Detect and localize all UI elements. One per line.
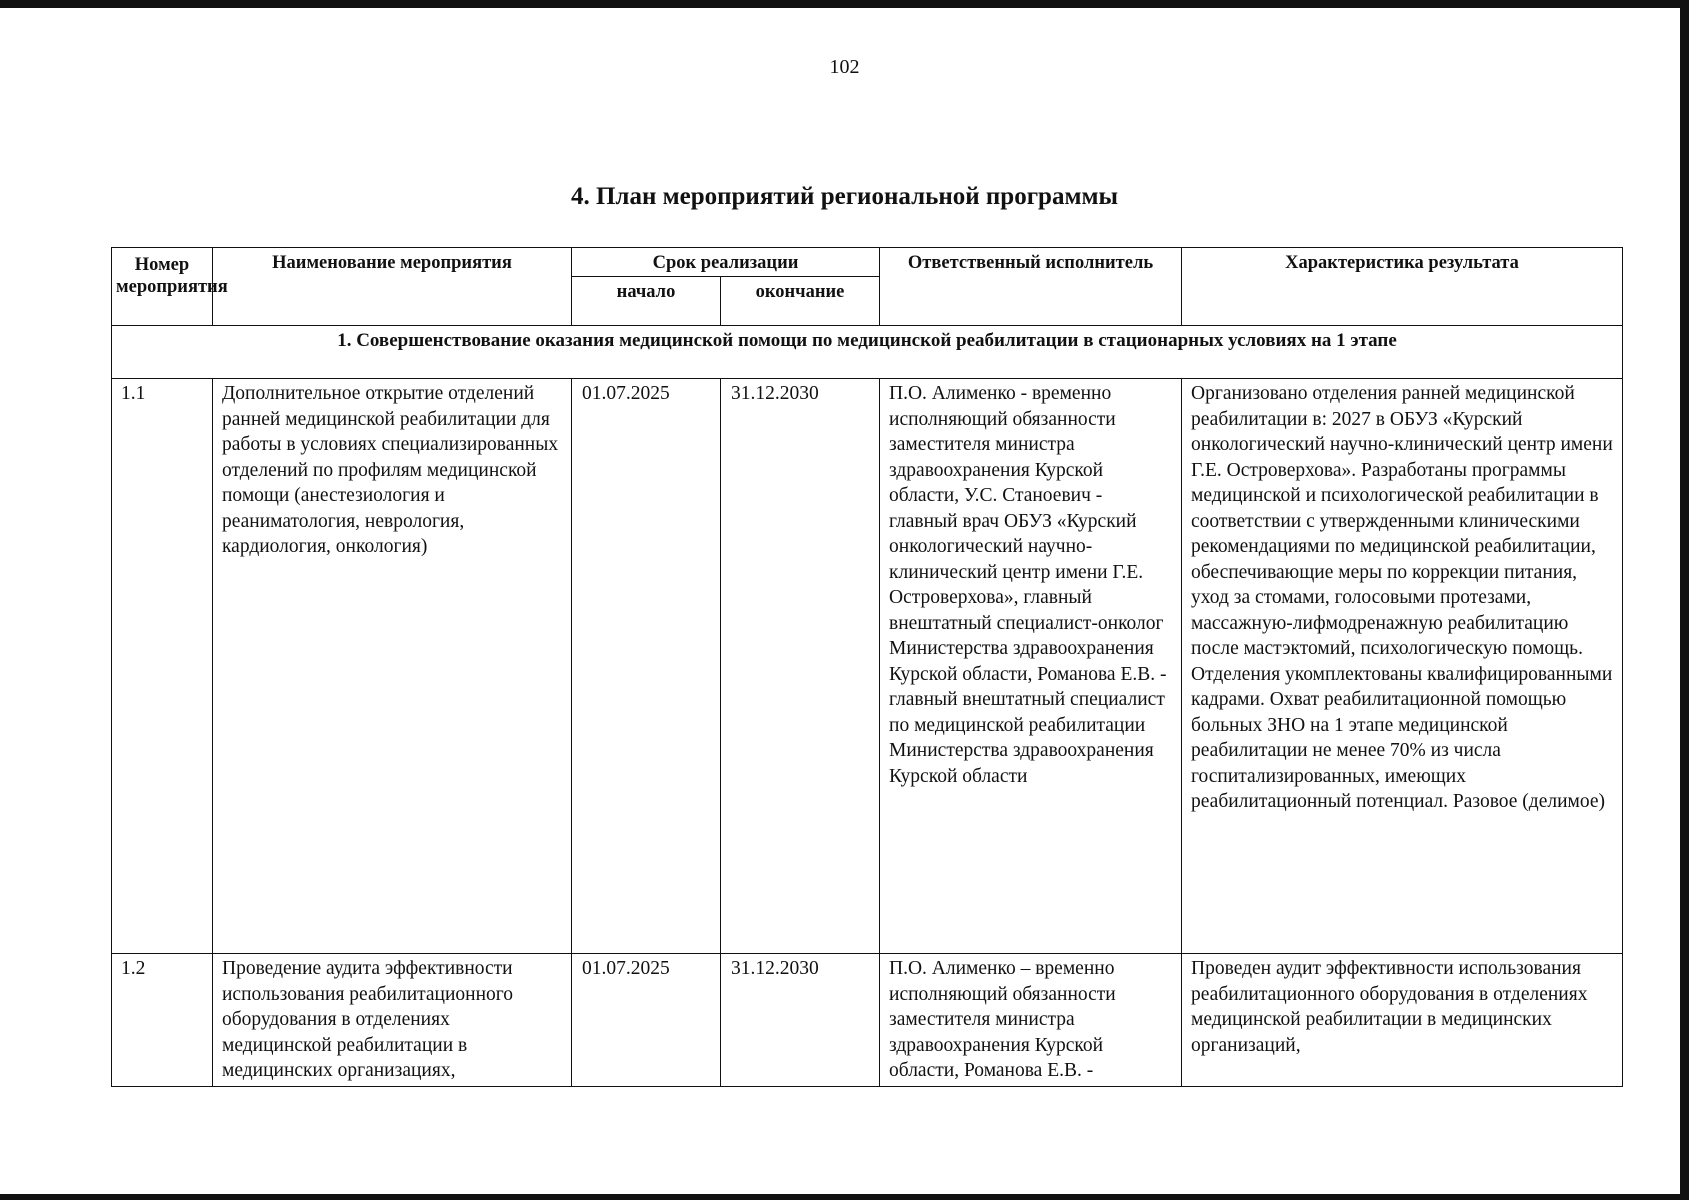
activities-plan-table xyxy=(111,247,1623,1087)
cell-responsible: П.О. Алименко - временно исполняющий обязанности заместителя министра здравоохранения Курской области, У.С. Станоевич - главный врач ОБУЗ «Курский онкологический научно-клинический центр имени Г.Е. Островерхова», главный внештатный специалист-онколог Министерства здравоохранения Курской области, Романова Е.В. - главный внештатный специалист по медицинской реабилитации Министерства здравоохранения Курской области xyxy=(880,379,1182,954)
cell-start: 01.07.2025 xyxy=(572,379,721,954)
header-end: окончание xyxy=(721,277,880,326)
section-title: 1. Совершенствование оказания медицинской помощи по медицинской реабилитации в стационарных условиях на 1 этапе xyxy=(112,326,1623,379)
header-name: Наименование мероприятия xyxy=(213,248,572,326)
header-period: Срок реализации xyxy=(572,248,880,277)
cell-result: Проведен аудит эффективности использования реабилитационного оборудования в отделениях медицинской реабилитации в медицинских организаций, xyxy=(1182,954,1623,1087)
page-title: 4. План мероприятий региональной программы xyxy=(570,183,1119,210)
cell-number: 1.1 xyxy=(112,379,213,954)
table-row xyxy=(112,954,1623,1087)
section-row xyxy=(112,326,1623,379)
scan-border-right xyxy=(1680,0,1689,1200)
header-start: начало xyxy=(572,277,721,326)
cell-name: Проведение аудита эффективности использования реабилитационного оборудования в отделениях медицинской реабилитации в медицинских организациях, xyxy=(213,954,572,1087)
table-header-row xyxy=(112,248,1623,277)
page-number: 102 xyxy=(829,56,860,78)
header-result: Характеристика результата xyxy=(1182,248,1623,326)
header-number: Номер мероприятия xyxy=(112,248,213,326)
table-row xyxy=(112,379,1623,954)
cell-end: 31.12.2030 xyxy=(721,954,880,1087)
scan-border-top xyxy=(0,0,1689,8)
cell-name: Дополнительное открытие отделений ранней медицинской реабилитации для работы в условиях специализированных отделений по профилям медицинской помощи (анестезиология и реаниматология, неврология, кардиология, онкология) xyxy=(213,379,572,954)
cell-responsible: П.О. Алименко – временно исполняющий обязанности заместителя министра здравоохранения Курской области, Романова Е.В. - xyxy=(880,954,1182,1087)
cell-number: 1.2 xyxy=(112,954,213,1087)
header-responsible: Ответственный исполнитель xyxy=(880,248,1182,326)
cell-result: Организовано отделения ранней медицинской реабилитации в: 2027 в ОБУЗ «Курский онкологический научно-клинический центр имени Г.Е. Островерхова». Разработаны программы медицинской и психологической реабилитации в соответствии с утвержденными клиническими рекомендациями по медицинской реабилитации, обеспечивающие меры по коррекции питания, уход за стомами, голосовыми протезами, массажную-лифмодренажную реабилитацию после мастэктомий, психологическую помощь. Отделения укомплектованы квалифицированными кадрами. Охват реабилитационной помощью больных ЗНО на 1 этапе медицинской реабилитации не менее 70% из числа госпитализированных, имеющих реабилитационный потенциал. Разовое (делимое) xyxy=(1182,379,1623,954)
cell-end: 31.12.2030 xyxy=(721,379,880,954)
scan-border-bottom xyxy=(0,1194,1689,1200)
cell-start: 01.07.2025 xyxy=(572,954,721,1087)
